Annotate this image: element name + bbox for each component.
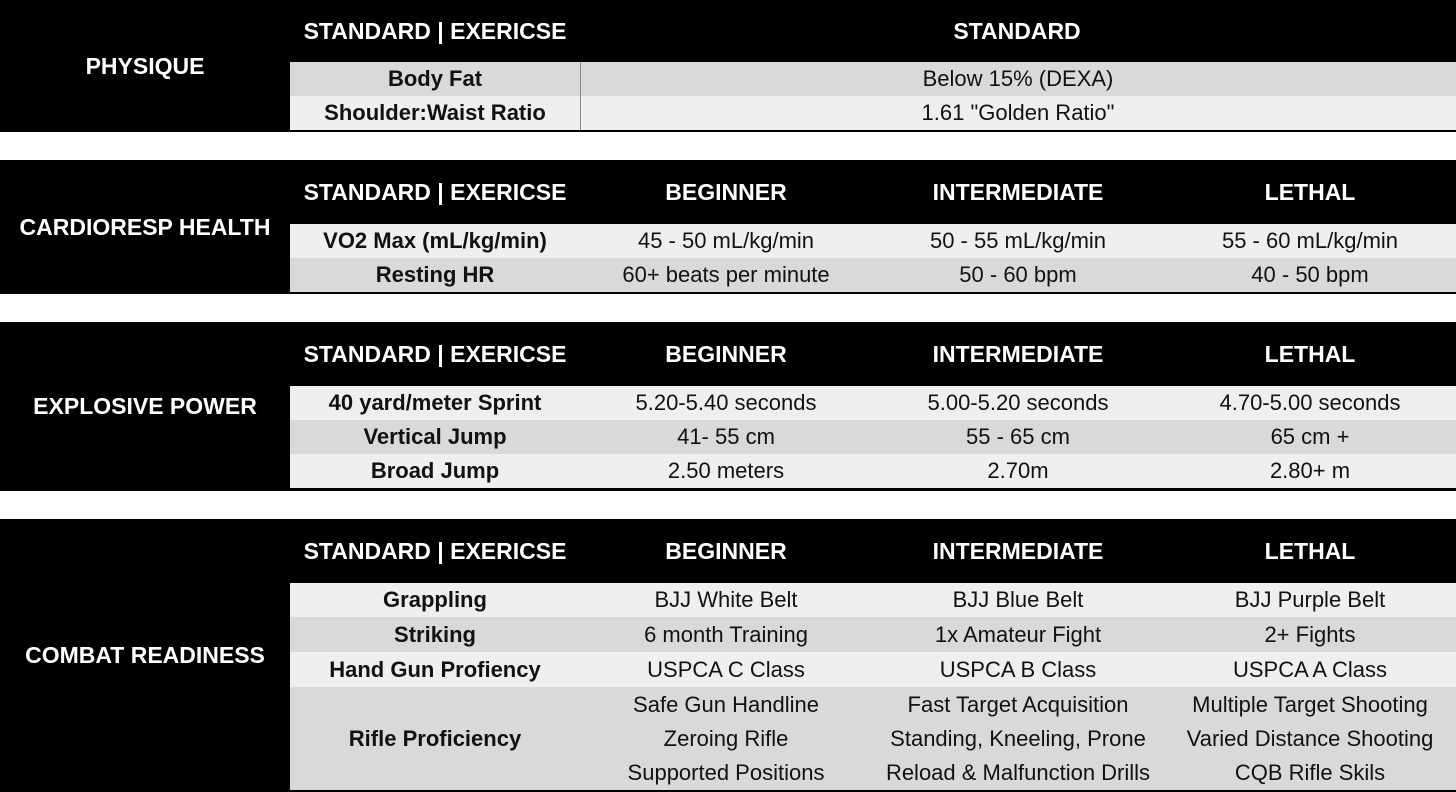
category-label: CARDIORESP HEALTH: [19, 213, 271, 240]
lethal-value: BJJ Purple Belt: [1234, 587, 1386, 612]
header-lethal: LETHAL: [1264, 537, 1356, 564]
cardio-section: [0, 160, 1456, 294]
row-label: Rifle Proficiency: [348, 725, 522, 751]
header-row: [290, 160, 1456, 224]
table-row: [290, 224, 1456, 258]
header-row: [290, 322, 1456, 386]
table-row: [290, 652, 1456, 687]
intermediate-value: 5.00-5.20 seconds: [927, 390, 1109, 415]
table-row: [290, 454, 1456, 488]
lethal-value: 65 cm +: [1270, 424, 1350, 449]
intermediate-value: USPCA B Class: [939, 656, 1097, 682]
lethal-line: CQB Rifle Skils: [1234, 759, 1386, 785]
row-label: Broad Jump: [370, 458, 500, 483]
row-label: Grappling: [383, 587, 487, 612]
header-lethal: LETHAL: [1264, 340, 1356, 367]
physique-section: [0, 0, 1456, 132]
header-beginner: BEGINNER: [665, 178, 787, 205]
intermediate-value: BJJ Blue Belt: [952, 587, 1084, 612]
row-value: 1.61 "Golden Ratio": [580, 96, 1455, 130]
header-standard-exercise: STANDARD | EXERICSE: [303, 340, 567, 367]
intermediate-value: 1x Amateur Fight: [934, 621, 1102, 647]
beginner-value: 41- 55 cm: [677, 424, 775, 449]
category-label: EXPLOSIVE POWER: [33, 393, 257, 419]
category-label: PHYSIQUE: [85, 52, 205, 79]
beginner-value: 45 - 50 mL/kg/min: [637, 228, 815, 253]
table-row: [290, 258, 1456, 292]
beginner-line: Safe Gun Handline: [633, 691, 819, 717]
intermediate-line: Reload & Malfunction Drills: [885, 759, 1151, 785]
beginner-value: USPCA C Class: [647, 656, 805, 682]
table-row: [290, 96, 1456, 130]
lethal-value: 40 - 50 bpm: [1251, 262, 1369, 287]
header-intermediate: INTERMEDIATE: [932, 340, 1104, 367]
intermediate-value: 50 - 55 mL/kg/min: [929, 228, 1107, 253]
beginner-value: [580, 687, 872, 790]
header-standard-exercise: STANDARD | EXERICSE: [303, 537, 567, 564]
lethal-value: USPCA A Class: [1232, 656, 1388, 682]
header-intermediate: INTERMEDIATE: [932, 178, 1104, 205]
intermediate-value: 2.70m: [987, 458, 1049, 483]
combat-section: [0, 519, 1456, 792]
explosive-rows: [290, 386, 1456, 488]
header-standard-exercise: STANDARD | EXERICSE: [303, 178, 567, 205]
header-standard: STANDARD: [953, 17, 1081, 44]
header-row: [290, 519, 1456, 583]
table-row: [290, 386, 1456, 420]
header-row: [290, 0, 1456, 62]
beginner-value: 60+ beats per minute: [622, 262, 830, 287]
lethal-line: Multiple Target Shooting: [1192, 691, 1428, 717]
beginner-line: Supported Positions: [627, 759, 825, 785]
header-beginner: BEGINNER: [665, 537, 787, 564]
intermediate-value: [872, 687, 1164, 790]
lethal-line: Varied Distance Shooting: [1186, 725, 1434, 751]
lethal-value: 2.80+ m: [1269, 458, 1351, 483]
intermediate-line: Standing, Kneeling, Prone: [890, 725, 1146, 751]
row-label: Striking: [394, 621, 476, 647]
combat-rows: [290, 583, 1456, 790]
lethal-value: 2+ Fights: [1264, 621, 1356, 647]
table-row: [290, 62, 1456, 96]
physique-rows: [290, 62, 1456, 130]
header-lethal: LETHAL: [1264, 178, 1356, 205]
table-row: [290, 687, 1456, 790]
table-row: [290, 583, 1456, 617]
row-label: 40 yard/meter Sprint: [328, 390, 542, 415]
beginner-value: 5.20-5.40 seconds: [635, 390, 817, 415]
header-beginner: BEGINNER: [665, 340, 787, 367]
table-row: [290, 617, 1456, 652]
intermediate-value: 55 - 65 cm: [966, 424, 1070, 449]
category-label: COMBAT READINESS: [25, 642, 265, 668]
header-intermediate: INTERMEDIATE: [932, 537, 1104, 564]
beginner-line: Zeroing Rifle: [663, 725, 789, 751]
lethal-value: [1164, 687, 1456, 790]
lethal-value: 4.70-5.00 seconds: [1219, 390, 1401, 415]
header-standard-exercise: STANDARD | EXERICSE: [303, 17, 567, 44]
explosive-section: [0, 322, 1456, 491]
beginner-value: 2.50 meters: [667, 458, 785, 483]
beginner-value: BJJ White Belt: [654, 587, 798, 612]
row-label: Body Fat: [387, 66, 483, 91]
row-label: Hand Gun Profiency: [329, 656, 541, 682]
row-label: Resting HR: [375, 262, 495, 287]
beginner-value: 6 month Training: [644, 621, 808, 647]
table-row: [290, 420, 1456, 454]
cardio-rows: [290, 224, 1456, 292]
row-label: VO2 Max (mL/kg/min): [323, 228, 547, 253]
row-label: Shoulder:Waist Ratio: [324, 100, 546, 125]
row-label: Vertical Jump: [363, 424, 507, 449]
lethal-value: 55 - 60 mL/kg/min: [1221, 228, 1399, 253]
intermediate-line: Fast Target Acquisition: [907, 691, 1129, 717]
intermediate-value: 50 - 60 bpm: [959, 262, 1077, 287]
row-value: Below 15% (DEXA): [580, 62, 1455, 96]
